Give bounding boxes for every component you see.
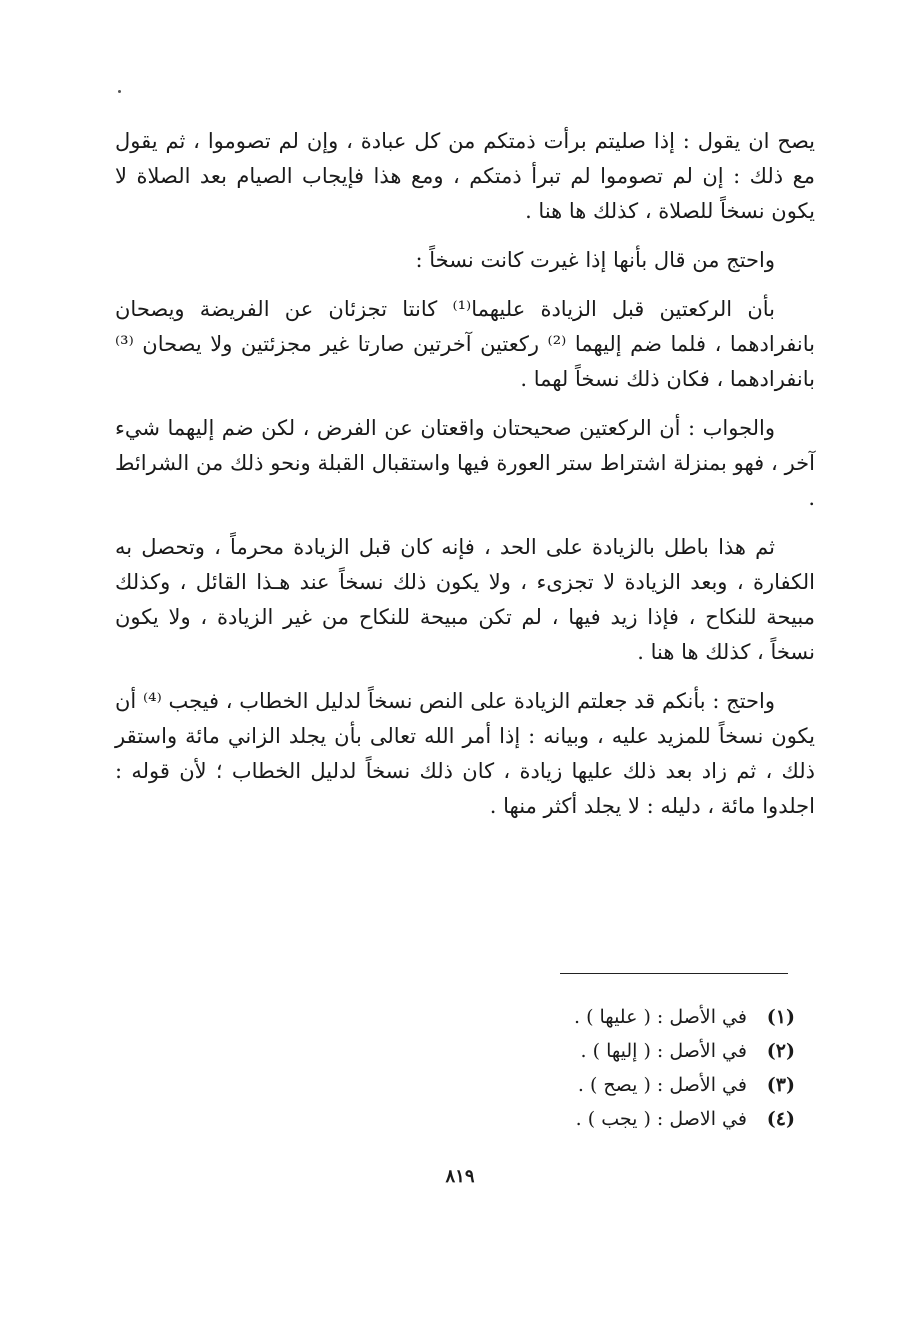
paragraph-6: واحتج : بأنكم قد جعلتم الزيادة على النص نسخاً لدليل الخطاب ، فيجب ⁽⁴⁾ أن يكون نسخاً للمزيد عليه ، وبيانه : إذا أمر الله تعالى بأن يجلد الزاني مائة واستقر ذلك ، ثم زاد بعد ذلك عليها زيادة ، كان ذلك نسخاً لدليل الخطاب ؛ لأن قوله : اجلدوا مائة ، دليله : لا يجلد أكثر منها . [115, 689, 815, 818]
page-number: ٨١٩ [445, 1166, 475, 1187]
paragraph-4: والجواب : أن الركعتين صحيحتان واقعتان عن الفرض ، لكن ضم إليهما شيء آخر ، فهو بمنزلة اشتراط ستر العورة فيها واستقبال القبلة ونحو ذلك من الشرائط . [115, 416, 815, 510]
paragraph-5: ثم هذا باطل بالزيادة على الحد ، فإنه كان قبل الزيادة محرماً ، وتحصل به الكفارة ، وبعد الزيادة لا تجزىء ، ولا يكون ذلك نسخاً عند هـذا القائل ، وكذلك مبيحة للنكاح ، فإذا زيد فيها ، لم تكن مبيحة للنكاح من غير الزيادة ، ولا يكون نسخاً ، كذلك ها هنا . [115, 535, 815, 664]
footnote-text: في الأصل : ( يصح ) . [577, 1074, 747, 1096]
paragraph-1: يصح ان يقول : إذا صليتم برأت ذمتكم من كل عبادة ، وإن لم تصوموا ، ثم يقول مع ذلك : إن لم تصوموا لم تبرأ ذمتكم ، ومع هذا فإيجاب الصيام بعد الصلاة لا يكون نسخاً للصلاة ، كذلك ها هنا . [115, 129, 815, 223]
footnote-number: (٢) [766, 1040, 795, 1062]
paragraph-3: بأن الركعتين قبل الزيادة عليهما⁽¹⁾ كانتا تجزئان عن الفريضة ويصحان بانفرادهما ، فلما ضم إليهما ⁽²⁾ ركعتين آخرتين صارتا غير مجزئتين ولا يصحان ⁽³⁾ بانفرادهما ، فكان ذلك نسخاً لهما . [115, 297, 815, 391]
footnote-3 [440, 1068, 795, 1102]
footnote-divider [560, 973, 788, 974]
footnote-text: في الأصل : ( عليها ) . [573, 1006, 747, 1028]
stray-dot [118, 90, 121, 93]
main-text [115, 124, 815, 838]
footnote-text: في الأصل : ( إليها ) . [580, 1040, 747, 1062]
footnote-number: (١) [766, 1006, 795, 1028]
footnote-number: (٣) [766, 1074, 795, 1096]
footnote-text: في الاصل : ( يجب ) . [575, 1108, 747, 1130]
footnote-2 [440, 1034, 795, 1068]
paragraph-2: واحتج من قال بأنها إذا غيرت كانت نسخاً : [415, 248, 775, 272]
footnote-1 [440, 1000, 795, 1034]
footnote-4 [440, 1102, 795, 1136]
footnote-number: (٤) [766, 1108, 795, 1130]
footnotes [440, 1000, 795, 1136]
